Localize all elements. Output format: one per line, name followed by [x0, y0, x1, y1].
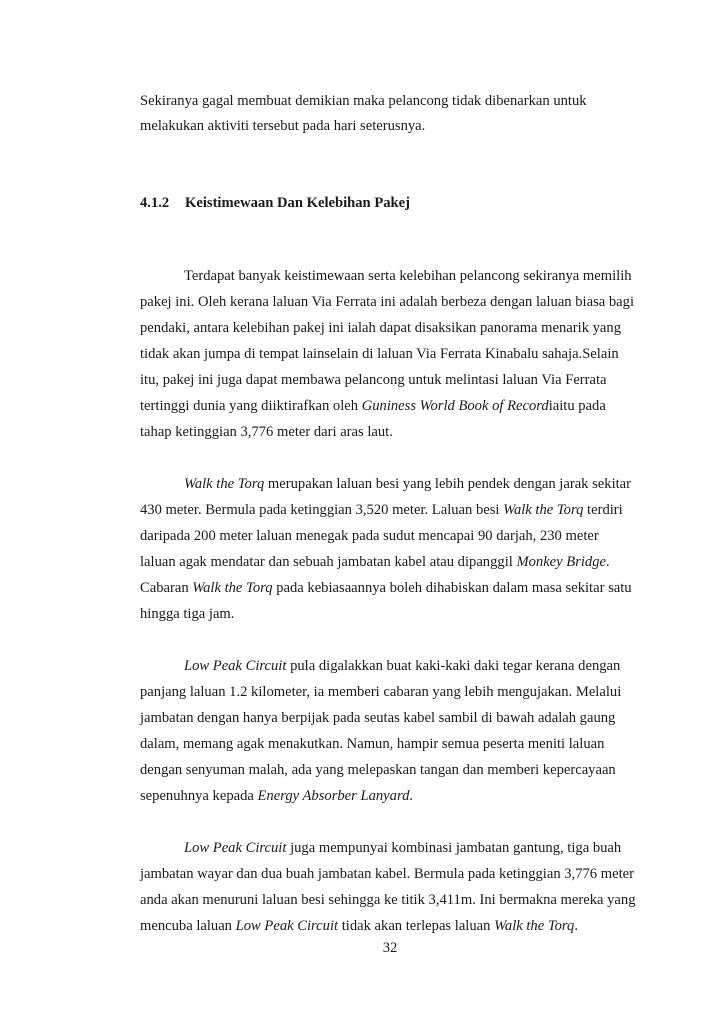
para4-line-2: jambatan wayar dan dua buah jambatan kabel. Bermula pada ketinggian 3,776 meter — [140, 866, 634, 882]
para3-line-3: jambatan dengan hanya berpijak pada seutas kabel sambil di bawah adalah gaung — [140, 710, 616, 726]
para4-line-1 — [184, 841, 621, 856]
para1-text: tertinggi dunia yang diiktirafkan oleh — [140, 398, 362, 414]
route-name: Walk the Torq — [184, 476, 265, 492]
bridge-name: Monkey Bridge — [516, 554, 607, 570]
route-name: Low Peak Circuit — [235, 918, 339, 934]
para2-line-6: hingga tiga jam. — [140, 606, 235, 622]
para2-text: terdiri — [583, 502, 623, 518]
route-name: Low Peak Circuit — [184, 840, 287, 856]
para2-line-3: daripada 200 meter laluan menegak pada sudut mencapai 90 darjah, 230 meter — [140, 528, 599, 544]
equipment-name: Energy Absorber Lanyard — [257, 788, 410, 804]
para1-line-2: pakej ini. Oleh kerana laluan Via Ferrata ini adalah berbeza dengan laluan biasa bagi — [140, 294, 635, 310]
para1-line-3: pendaki, antara kelebihan pakej ini ialah dapat disaksikan panorama menarik yang — [140, 320, 622, 336]
para4-line-4 — [140, 919, 578, 934]
route-name: Walk the Torq — [503, 502, 584, 518]
para1-text: iaitu pada — [548, 398, 606, 414]
para1-line-1: Terdapat banyak keistimewaan serta kelebihan pelancong sekiranya memilih — [184, 268, 632, 284]
para2-text: . — [606, 554, 610, 570]
para4-text: . — [574, 918, 579, 934]
para1-line-5: itu, pakej ini juga dapat membawa pelancong untuk melintasi laluan Via Ferrata — [140, 372, 607, 388]
para3-line-5: dengan senyuman malah, ada yang melepaskan tangan dan memberi kepercayaan — [140, 762, 616, 778]
para2-line-5 — [140, 581, 632, 596]
para2-text: 430 meter. Bermula pada ketinggian 3,520 meter. Laluan besi — [140, 502, 504, 518]
route-name: Walk the Torq — [192, 580, 273, 596]
para3-line-6 — [140, 789, 413, 804]
para1-line-7: tahap ketinggian 3,776 meter dari aras laut. — [140, 424, 393, 440]
intro-line-2: melakukan aktiviti tersebut pada hari seterusnya. — [140, 118, 426, 134]
para3-text: pula digalakkan buat kaki-kaki daki tegar kerana dengan — [286, 658, 621, 674]
para3-line-2: panjang laluan 1.2 kilometer, ia memberi cabaran yang lebih mengujakan. Melalui — [140, 684, 622, 700]
route-name: Low Peak Circuit — [184, 658, 287, 674]
para4-line-3: anda akan menuruni laluan besi sehingga ke titik 3,411m. Ini bermakna mereka yang — [140, 892, 636, 908]
section-title: Keistimewaan Dan Kelebihan Pakej — [185, 195, 410, 211]
para2-text: merupakan laluan besi yang lebih pendek dengan jarak sekitar — [264, 476, 632, 492]
para4-text: tidak akan terlepas laluan — [338, 918, 495, 934]
para3-line-4: dalam, memang agak menakutkan. Namun, hampir semua peserta meniti laluan — [140, 736, 605, 752]
para2-text: pada kebiasaannya boleh dihabiskan dalam masa sekitar satu — [272, 580, 632, 596]
para4-text: mencuba laluan — [140, 918, 236, 934]
book-title: Guniness World Book of Record — [361, 398, 549, 414]
para1-line-4: tidak akan jumpa di tempat lainselain di laluan Via Ferrata Kinabalu sahaja.Selain — [140, 346, 619, 362]
para4-text: juga mempunyai kombinasi jambatan gantung, tiga buah — [286, 840, 622, 856]
route-name: Walk the Torq — [494, 918, 575, 934]
para2-line-2 — [140, 503, 623, 518]
intro-line-1: Sekiranya gagal membuat demikian maka pelancong tidak dibenarkan untuk — [140, 93, 587, 109]
para2-line-1 — [184, 477, 631, 492]
para3-text: sepenuhnya kepada — [140, 788, 258, 804]
para2-line-4 — [140, 555, 610, 570]
para3-text: . — [409, 788, 414, 804]
section-number: 4.1.2 — [140, 195, 170, 211]
para3-line-1 — [184, 659, 620, 674]
page-number: 32 — [382, 940, 398, 956]
para2-text: Cabaran — [140, 580, 193, 596]
para1-line-6 — [140, 399, 606, 414]
para2-text: laluan agak mendatar dan sebuah jambatan kabel atau dipanggil — [140, 554, 517, 570]
